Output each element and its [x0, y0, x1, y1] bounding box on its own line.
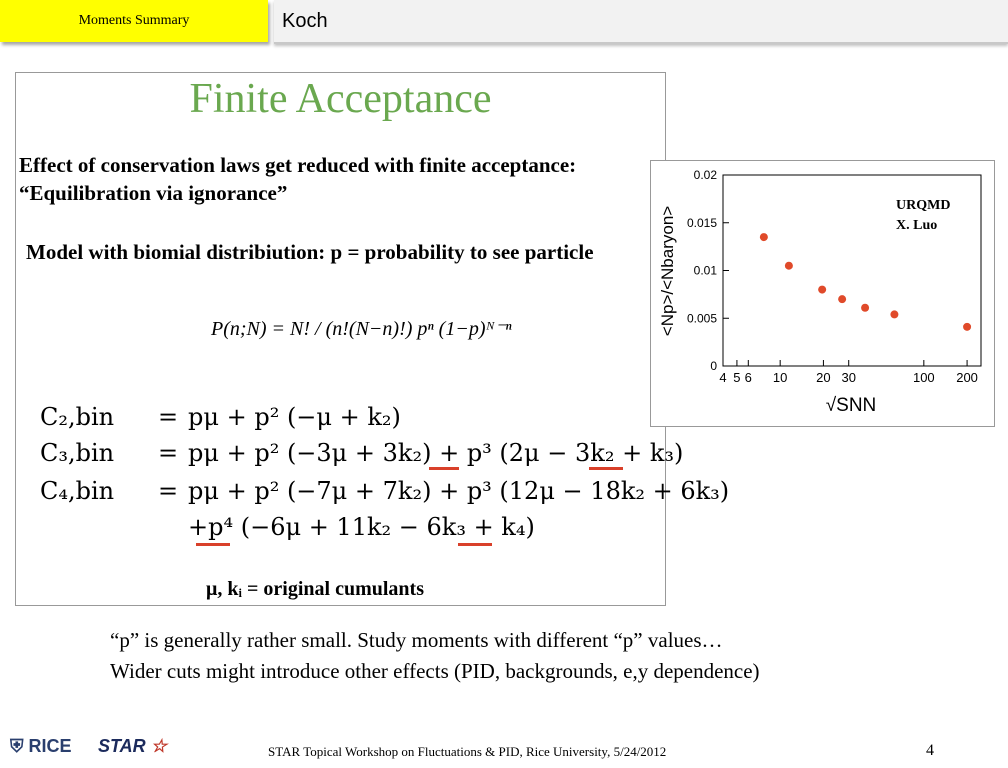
cumulant-rhs: pμ + p² (−μ + k₂) — [188, 403, 401, 431]
y-tick-label: 0 — [710, 359, 717, 373]
page-number: 4 — [926, 742, 934, 759]
bullet-1: “p” is generally rather small. Study moments with different “p” values… — [110, 628, 723, 652]
cumulant-row-4-cont — [188, 513, 535, 541]
binomial-formula: P(n;N) = N! / (n!(N−n)!) pⁿ (1−p)ᴺ⁻ⁿ — [211, 318, 512, 340]
y-tick-label: 0.015 — [686, 215, 717, 230]
original-cumulants-note: μ, kᵢ = original cumulants — [206, 578, 424, 600]
x-axis-label: √SNN — [825, 395, 877, 416]
cumulant-rhs: +p⁴ (−6μ + 11k₂ − 6k₃ + k₄) — [188, 513, 535, 541]
star-logo — [98, 736, 167, 757]
text-line-2: “Equilibration via ignorance” — [19, 181, 288, 205]
star-logo-text: STAR — [98, 736, 146, 756]
x-tick-label: 10 — [772, 370, 788, 385]
cumulant-rhs: pμ + p² (−7μ + 7k₂) + p³ (12μ − 18k₂ + 6k₃) — [188, 477, 730, 505]
annotation-author: X. Luo — [896, 218, 938, 233]
presenter-name: Koch — [282, 10, 328, 32]
text-line-1: Effect of conservation laws get reduced with finite acceptance: — [19, 153, 577, 177]
cumulant-eq: = — [157, 403, 179, 431]
y-tick-label: 0.005 — [686, 311, 717, 326]
bullet-2: Wider cuts might introduce other effects (PID, backgrounds, e,y dependence) — [110, 659, 760, 683]
cumulant-lhs: C₃,bin — [40, 439, 115, 467]
x-tick-label: 5 — [733, 370, 741, 385]
cumulant-lhs: C₂,bin — [40, 403, 115, 431]
cumulant-rhs: pμ + p² (−3μ + 3k₂) + p³ (2μ − 3k₂ + k₃) — [188, 439, 684, 467]
data-point — [963, 323, 971, 331]
annotation-urqmd: URQMD — [896, 198, 951, 213]
data-point — [818, 286, 826, 294]
red-underline — [458, 543, 492, 546]
footer-text: STAR Topical Workshop on Fluctuations & PID, Rice University, 5/24/2012 — [268, 744, 667, 759]
cumulant-eq: = — [157, 439, 179, 467]
x-tick-label: 6 — [744, 370, 752, 385]
x-tick-label: 200 — [956, 370, 978, 385]
chart-svg — [651, 161, 994, 426]
data-point — [890, 310, 898, 318]
section-tab[interactable] — [0, 0, 268, 42]
data-point — [861, 304, 869, 312]
data-point — [760, 233, 768, 241]
red-underline — [429, 467, 459, 470]
shield-icon: ⛨ — [10, 736, 24, 756]
red-underline — [196, 543, 230, 546]
cumulant-eq: = — [157, 477, 179, 505]
rice-logo — [10, 736, 72, 757]
cumulant-row-4 — [40, 477, 729, 505]
red-underline — [589, 467, 623, 470]
text-line-3: Model with biomial distribiution: p = probability to see particle — [26, 240, 594, 264]
cumulant-row-3 — [40, 439, 683, 467]
y-tick-label: 0.02 — [693, 168, 717, 182]
y-axis-label: <Np>/<Nbaryon> — [658, 205, 677, 337]
section-tab-label: Moments Summary — [78, 13, 190, 28]
data-point — [785, 262, 793, 270]
star-icon: ☆ — [150, 736, 167, 756]
ratio-chart — [650, 160, 995, 427]
x-tick-label: 20 — [816, 370, 831, 385]
title-bar — [274, 0, 1008, 44]
cumulant-lhs: C₄,bin — [40, 477, 115, 505]
cumulant-row-2 — [40, 403, 401, 431]
slide-title: Finite Acceptance — [189, 76, 492, 122]
x-tick-label: 100 — [912, 370, 935, 385]
y-tick-label: 0.01 — [693, 263, 717, 278]
rice-logo-text: RICE — [28, 736, 72, 756]
x-tick-label: 4 — [719, 370, 727, 385]
data-point — [838, 295, 846, 303]
x-tick-label: 30 — [841, 370, 856, 385]
